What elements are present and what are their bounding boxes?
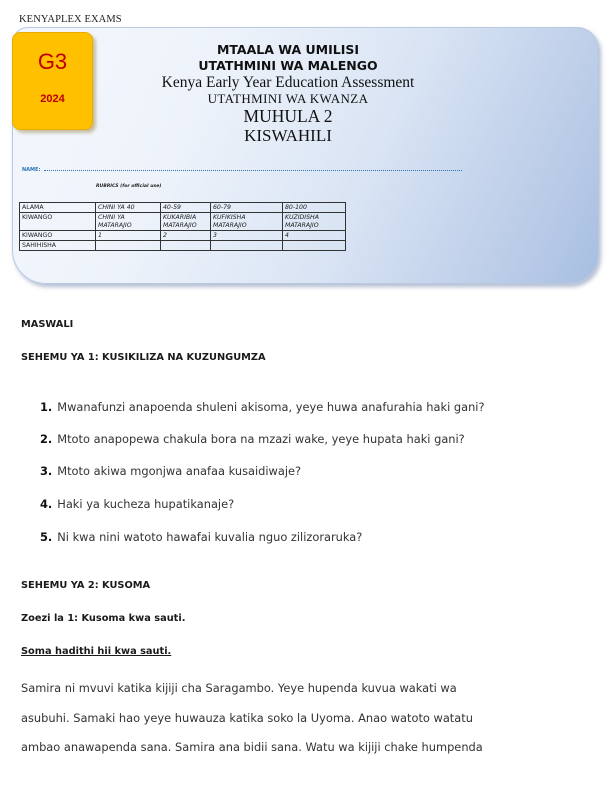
rubric-cell: CHINI YA MATARAJIO [96, 213, 161, 231]
exercise-heading: Zoezi la 1: Kusoma kwa sauti. [21, 613, 186, 624]
rubric-cell: 80-100 [283, 203, 346, 213]
story-line: asubuhi. Samaki hao yeye huwauza katika soko la Uyoma. Anao watoto watatu [21, 710, 473, 725]
title-keyea: Kenya Early Year Education Assessment [161, 74, 415, 91]
title-curriculum: MTAALA WA UMILISI [216, 42, 360, 57]
rubric-row-kiwango [20, 213, 346, 231]
story-line: Samira ni mvuvi katika kijiji cha Saragambo. Yeye hupenda kuvua wakati wa [21, 681, 457, 695]
rubric-cell: 40-59 [161, 203, 211, 213]
rubric-cell[interactable] [283, 241, 346, 251]
question-number: 4. [40, 497, 53, 511]
section2-heading: SEHEMU YA 2: KUSOMA [21, 580, 151, 591]
name-field[interactable] [22, 166, 462, 173]
rubric-cell: 2 [161, 231, 211, 241]
rubric-cell: CHINI YA 40 [96, 203, 161, 213]
name-dotted-line [44, 166, 462, 171]
question-number: 2. [40, 432, 53, 446]
question-text: Ni kwa nini watoto hawafai kuvalia nguo zilizoraruka? [57, 530, 363, 544]
title-subject: KISWAHILI [244, 126, 332, 145]
year-label: 2024 [40, 93, 65, 105]
question-number: 1. [40, 400, 53, 414]
title-term: MUHULA 2 [243, 106, 333, 126]
rubric-row-sahihisha [20, 241, 346, 251]
rubric-row-kiwango-number [20, 231, 346, 241]
name-label: NAME: [22, 167, 43, 173]
section1-heading: SEHEMU YA 1: KUSIKILIZA NA KUZUNGUMZA [21, 352, 266, 363]
question-2 [40, 432, 465, 446]
title-assessment: UTATHMINI WA MALENGO [198, 58, 378, 73]
rubric-row-alama [20, 203, 346, 213]
brand-header: KENYAPLEX EXAMS [19, 14, 122, 25]
story-line: ambao anawapenda sana. Samira ana bidii sana. Watu wa kijiji chake humpenda [21, 740, 483, 754]
rubric-row-label: KIWANGO [20, 231, 96, 241]
rubric-cell: KUZIDISHA MATARAJIO [283, 213, 346, 231]
rubrics-label: RUBRICS (for official use) [96, 184, 162, 189]
question-number: 5. [40, 530, 53, 544]
rubric-cell: 1 [96, 231, 161, 241]
rubric-cell: 3 [211, 231, 283, 241]
question-5 [40, 530, 362, 544]
rubric-row-label: ALAMA [20, 203, 96, 213]
title-first-assessment: UTATHMINI WA KWANZA [207, 91, 369, 106]
grade-badge [12, 32, 93, 130]
rubric-cell[interactable] [211, 241, 283, 251]
rubric-cell[interactable] [161, 241, 211, 251]
question-number: 3. [40, 464, 53, 478]
rubric-row-label: KIWANGO [20, 213, 96, 231]
rubric-cell[interactable] [96, 241, 161, 251]
rubric-row-label: SAHIHISHA [20, 241, 96, 251]
rubric-cell: 4 [283, 231, 346, 241]
rubric-cell: KUKARIBIA MATARAJIO [161, 213, 211, 231]
reading-instruction: Soma hadithi hii kwa sauti. [21, 646, 172, 657]
rubric-cell: KUFIKISHA MATARAJIO [211, 213, 283, 231]
rubric-cell: 60-79 [211, 203, 283, 213]
question-text: Mtoto akiwa mgonjwa anafaa kusaidiwaje? [57, 464, 302, 478]
section-title: MASWALI [21, 319, 74, 330]
question-text: Mwanafunzi anapoenda shuleni akisoma, yeye huwa anafurahia haki gani? [57, 400, 485, 414]
question-3 [40, 464, 301, 478]
question-4 [40, 497, 234, 511]
question-text: Mtoto anapopewa chakula bora na mzazi wake, yeye hupata haki gani? [57, 432, 465, 446]
grade-label: G3 [37, 49, 68, 74]
rubric-table [19, 202, 346, 251]
question-text: Haki ya kucheza hupatikanaje? [57, 497, 235, 511]
story-passage [21, 674, 591, 763]
question-1 [40, 400, 485, 414]
exam-titles [128, 42, 448, 146]
